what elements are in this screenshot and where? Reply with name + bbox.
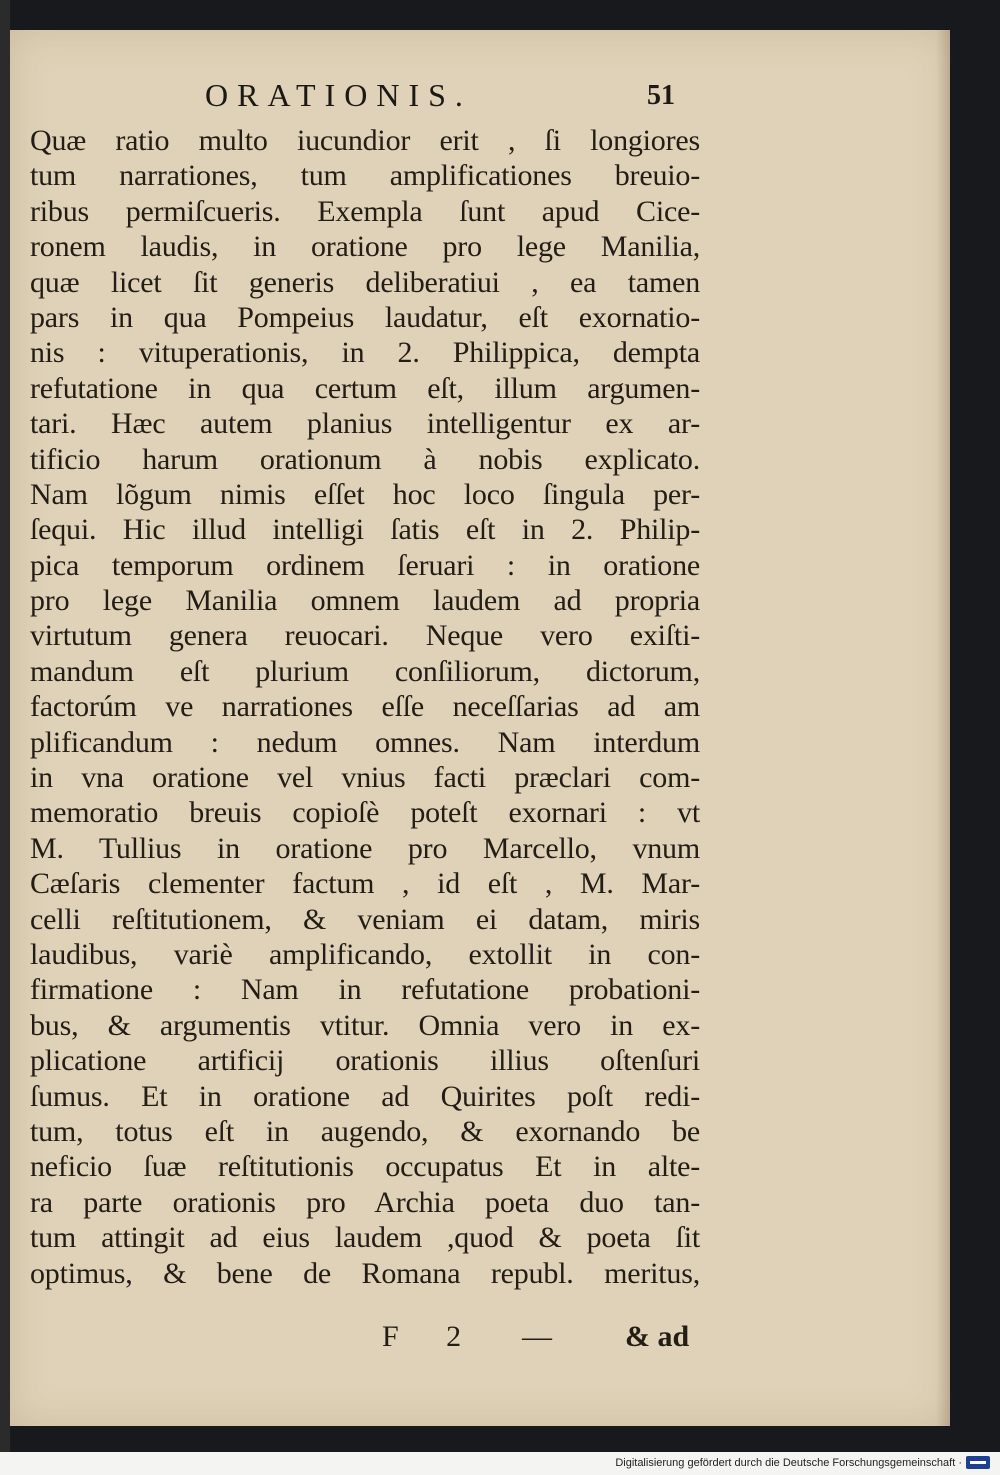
dash-mark: —	[522, 1320, 552, 1353]
text-line: ſumus. Et in oratione ad Quirites poſt redi-	[30, 1079, 700, 1113]
dfg-logo-icon	[966, 1456, 990, 1469]
text-line: mandum eſt plurium conſiliorum, dictorum,	[30, 654, 700, 688]
text-line: ronem laudis, in oratione pro lege Manilia,	[30, 230, 700, 264]
text-line: tum attingit ad eius laudem ,quod & poeta ſit	[30, 1221, 700, 1255]
text-line: nis : vituperationis, in 2. Philippica, dempta	[30, 336, 700, 370]
text-line: ra parte orationis pro Archia poeta duo tan-	[30, 1185, 700, 1219]
catchword: & ad	[625, 1320, 690, 1353]
text-line: factorúm ve narrationes eſſe neceſſarias ad am	[30, 690, 700, 724]
text-line: virtutum genera reuocari. Neque vero exiſti-	[30, 619, 700, 653]
text-line: memoratio breuis copioſè poteſt exornari : vt	[30, 796, 700, 830]
text-line: neficio ſuæ reſtitutionis occupatus Et in alte-	[30, 1150, 700, 1184]
frame-edge	[0, 0, 10, 1452]
running-head-title: ORATIONIS.	[205, 77, 472, 113]
text-line: quæ licet ſit generis deliberatiui , ea tamen	[30, 265, 700, 299]
signature-mark: F 2	[382, 1320, 482, 1353]
text-line: celli reſtitutionem, & veniam ei datam, miris	[30, 902, 700, 936]
funding-credit: Digitalisierung gefördert durch die Deutsche Forschungsgemeinschaft ·	[615, 1457, 962, 1469]
text-line: ribus permiſcueris. Exempla ſunt apud Cice-	[30, 194, 700, 228]
text-line: M. Tullius in oratione pro Marcello, vnum	[30, 831, 700, 865]
book-page	[10, 30, 950, 1426]
text-line: refutatione in qua certum eſt, illum argumen-	[30, 371, 700, 405]
text-line: tum, totus eſt in augendo, & exornando be	[30, 1114, 700, 1148]
text-line: firmatione : Nam in refutatione probationi-	[30, 973, 700, 1007]
text-line: tificio harum orationum à nobis explicato.	[30, 442, 700, 476]
page-shadow	[936, 30, 950, 1426]
text-line: ſequi. Hic illud intelligi ſatis eſt in 2. Philip-	[30, 513, 700, 547]
page-footer	[10, 1320, 950, 1360]
running-head	[10, 76, 950, 116]
text-line: pars in qua Pompeius laudatur, eſt exornatio-	[30, 300, 700, 334]
text-line: Nam lõgum nimis eſſet hoc loco ſingula per-	[30, 477, 700, 511]
body-text	[30, 123, 700, 1291]
text-line: Quæ ratio multo iucundior erit , ſi longiores	[30, 124, 700, 157]
text-line: tari. Hæc autem planius intelligentur ex ar-	[30, 407, 700, 441]
text-line: Cæſaris clementer factum , id eſt , M. Mar-	[30, 867, 700, 901]
page-number: 51	[647, 80, 675, 111]
text-line: plicatione artificij orationis illius oſtenſuri	[30, 1044, 700, 1078]
credit-bar	[0, 1452, 1000, 1475]
text-line: optimus, & bene de Romana republ. meritus,	[30, 1256, 700, 1290]
text-line: plificandum : nedum omnes. Nam interdum	[30, 725, 700, 759]
text-line: pica temporum ordinem ſeruari : in oratione	[30, 548, 700, 582]
text-line: pro lege Manilia omnem laudem ad propria	[30, 584, 700, 618]
text-line: in vna oratione vel vnius facti præclari com-	[30, 761, 700, 795]
text-line: tum narrationes, tum amplificationes breuio-	[30, 159, 700, 193]
text-line: bus, & argumentis vtitur. Omnia vero in ex-	[30, 1008, 700, 1042]
text-line: laudibus, variè amplificando, extollit in con-	[30, 937, 700, 971]
